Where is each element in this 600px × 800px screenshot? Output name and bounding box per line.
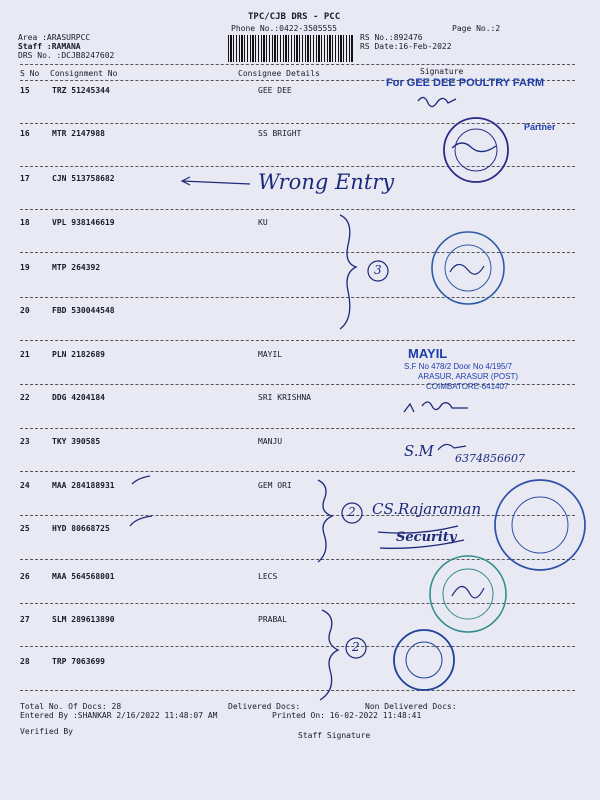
row-sno: 21 [20, 350, 30, 359]
prabal-seal-outer [394, 630, 454, 690]
row-consignee: MANJU [258, 437, 283, 446]
row-sno: 23 [20, 437, 30, 446]
row-consignment: MAA 284188931 [52, 481, 115, 490]
col-signature: Signature [420, 67, 464, 76]
tick-row-24 [132, 476, 150, 484]
rajaraman-signature: CS.Rajaraman [372, 500, 482, 518]
row-consignment: VPL 938146619 [52, 218, 115, 227]
mayil-stamp-address-2: ARASUR, ARASUR (POST) [418, 372, 519, 381]
row-consignment: TKY 390585 [52, 437, 101, 446]
row-consignee: SS BRIGHT [258, 129, 302, 138]
wrong-entry-note: Wrong Entry [258, 170, 395, 194]
security-note: Security [396, 530, 457, 545]
row-consignment: MTP 264392 [52, 263, 101, 272]
lecs-seal-outer [430, 556, 506, 632]
ku-industries-seal-inner [445, 245, 491, 291]
row-consignment: DDG 4204184 [52, 393, 105, 402]
row-consignment: MTR 2147988 [52, 129, 105, 138]
partner-label: Partner [524, 122, 556, 132]
row-consignment: FBD 530044548 [52, 306, 115, 315]
row-sno: 19 [20, 263, 30, 272]
row-consignee: GEE DEE [258, 86, 292, 95]
row-sno: 15 [20, 86, 30, 95]
lecs-signature [452, 586, 484, 597]
row-consignment: TRP 7063699 [52, 657, 105, 666]
area-label: Area :ARASURPCC [18, 33, 91, 42]
sheet-title: TPC/CJB DRS - PCC [248, 12, 341, 22]
row-consignment: HYD 80668725 [52, 524, 110, 533]
phone-number: Phone No.:0422-3505555 [231, 24, 337, 33]
verified-by: Verified By [20, 727, 73, 736]
row-consignee: PRABAL [258, 615, 287, 624]
row-consignment: TRZ 51245344 [52, 86, 110, 95]
row-sno: 25 [20, 524, 30, 533]
sm-signature: S.M [404, 442, 434, 460]
manju-signature [438, 444, 466, 450]
row-consignee: GEM ORI [258, 481, 292, 490]
mayil-stamp-address-3: COIMBATORE-641407 [426, 382, 509, 391]
sri-krishna-signature [404, 402, 468, 412]
gem-seal-outer [495, 480, 585, 570]
mayil-stamp-address-1: S.F No 478/2 Door No 4/195/7 [404, 362, 513, 371]
rs-date: RS Date:16-Feb-2022 [360, 42, 452, 51]
handwritten-phone: 6374856607 [455, 452, 525, 465]
col-consignee: Consignee Details [238, 69, 320, 78]
brace-rows-27-28 [320, 610, 338, 700]
count-2-b: 2 [352, 640, 360, 654]
row-sno: 18 [20, 218, 30, 227]
row-sno: 26 [20, 572, 30, 581]
row-sno: 20 [20, 306, 30, 315]
prabal-seal-inner [406, 642, 442, 678]
ss-bright-signature [452, 143, 496, 152]
delivered-docs: Delivered Docs: [228, 702, 301, 711]
mayil-stamp-name: MAYIL [408, 346, 448, 361]
non-delivered-docs: Non Delivered Docs: [365, 702, 457, 711]
entered-by: Entered By :SHANKAR 2/16/2022 11:48:07 AM [20, 711, 218, 720]
gee-dee-signature [418, 97, 456, 106]
row-consignment: SLM 289613890 [52, 615, 115, 624]
row-consignee: SRI KRISHNA [258, 393, 311, 402]
row-sno: 16 [20, 129, 30, 138]
col-sno: S No [20, 69, 40, 78]
brace-rows-24-25 [318, 480, 332, 562]
page-number: Page No.:2 [452, 24, 501, 33]
ku-signature [450, 264, 484, 274]
row-sno: 24 [20, 481, 30, 490]
row-consignee: MAYIL [258, 350, 283, 359]
col-consignment: Consignment No [50, 69, 118, 78]
row-sno: 22 [20, 393, 30, 402]
staff-label: Staff :RAMANA [18, 42, 81, 51]
wrong-entry-arrow [182, 181, 250, 184]
count-3: 3 [374, 263, 382, 277]
lecs-seal-inner [443, 569, 493, 619]
tick-row-25 [130, 516, 152, 526]
gem-seal-inner [512, 497, 568, 553]
row-consignment: CJN 513758682 [52, 174, 115, 183]
rs-number: RS No.:892476 [360, 33, 423, 42]
brace-rows-18-20 [340, 215, 356, 329]
printed-on: Printed On: 16-02-2022 11:48:41 [272, 711, 422, 720]
ku-industries-seal-outer [432, 232, 504, 304]
row-consignment: PLN 2182689 [52, 350, 105, 359]
staff-signature-label: Staff Signature [298, 731, 371, 740]
row-consignee: KU [258, 218, 268, 227]
drs-number: DRS No. :DCJB8247602 [18, 51, 115, 60]
gee-dee-stamp: For GEE DEE POULTRY FARM [386, 77, 545, 89]
row-sno: 27 [20, 615, 30, 624]
row-sno: 17 [20, 174, 30, 183]
row-consignment: MAA 564568001 [52, 572, 115, 581]
total-docs: Total No. Of Docs: 28 [20, 702, 122, 711]
row-sno: 28 [20, 657, 30, 666]
row-consignee: LECS [258, 572, 278, 581]
count-2-a: 2 [348, 505, 356, 519]
